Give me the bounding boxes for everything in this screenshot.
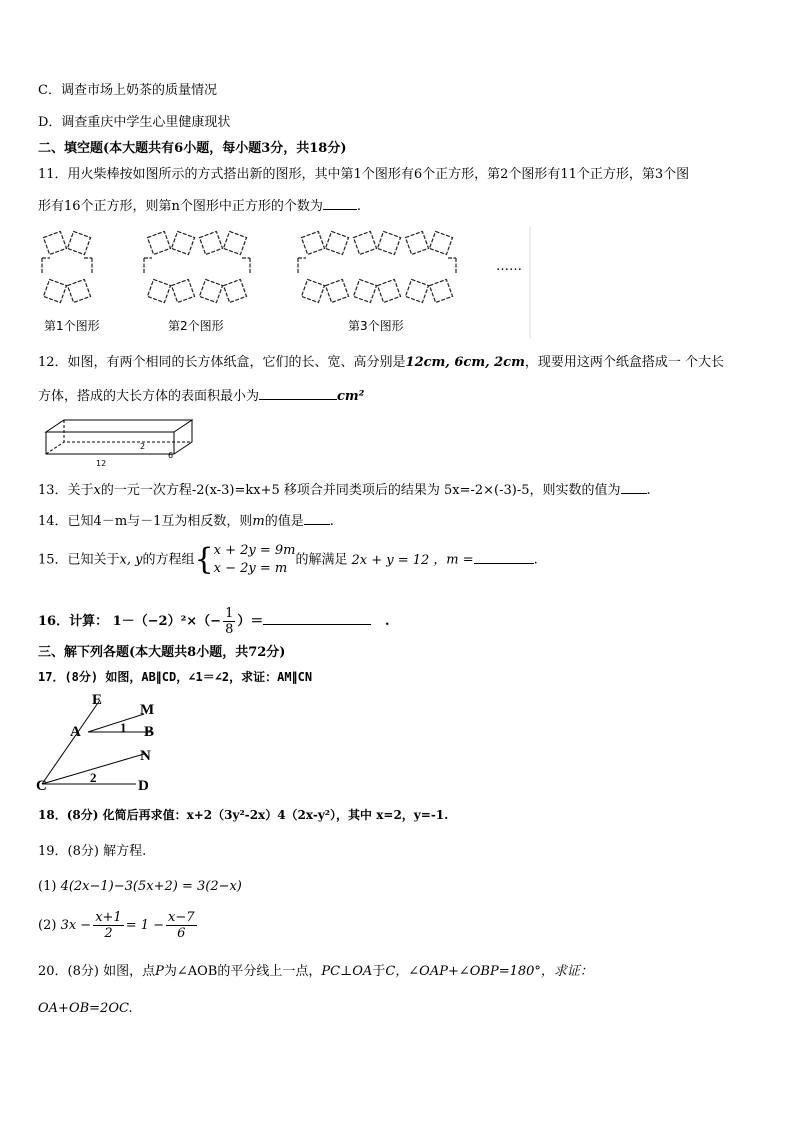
q19-f2-den: 6 xyxy=(177,926,186,941)
q12-line2 xyxy=(38,386,364,406)
label-M: M xyxy=(140,702,155,718)
q20-text-d: ，∠OAP+∠OBP=180°，求证： xyxy=(395,964,593,979)
q20-perp: PC⊥OA xyxy=(321,964,373,979)
box-figure xyxy=(44,416,204,468)
box-width-label: 6 xyxy=(168,451,174,460)
q12-answer-blank[interactable] xyxy=(259,386,337,400)
q15-answer-blank[interactable] xyxy=(474,550,534,564)
matchstick-figures xyxy=(36,226,532,338)
q15-vars: x, y xyxy=(119,552,143,568)
q20-line1 xyxy=(38,963,593,981)
q15-text-b: 的方程组 xyxy=(142,552,195,568)
section2-header: 二、填空题(本大题共有6小题，每小题3分，共18分) xyxy=(38,141,347,156)
q12-text-b: ，现要用这两个纸盒搭成一 个大长 xyxy=(524,355,724,370)
q14 xyxy=(38,511,334,531)
box-height-label: 2 xyxy=(140,442,146,451)
q16 xyxy=(38,606,390,637)
q19-p1-eq: 4(2x−1)−3(5x+2) = 3(2−x) xyxy=(60,879,242,894)
q20-P: P xyxy=(155,964,164,979)
q11-line2 xyxy=(38,196,361,216)
label-E: E xyxy=(92,692,103,708)
q11-line1: 11．用火柴棒按如图所示的方式搭出新的图形，其中第1个图形有6个正方形，第2个图形有11个正方形，第3个图 xyxy=(38,167,690,182)
q19-p1-label: (1) xyxy=(38,879,57,894)
q16-end: . xyxy=(384,614,390,629)
q16-text-b: ）＝ xyxy=(237,614,264,629)
q13-end: . xyxy=(646,483,651,498)
q17-geometry-figure xyxy=(36,690,166,794)
label-1: 1 xyxy=(120,720,127,735)
q19-frac2 xyxy=(166,910,197,941)
q13-var: x xyxy=(93,483,101,498)
q17-text: 17．(8分) 如图，AB∥CD，∠1＝∠2，求证：AM∥CN xyxy=(38,670,313,684)
label-D: D xyxy=(138,778,149,794)
fig-label-3: 第3个图形 xyxy=(348,319,404,333)
q20-text-a: 20．(8分) 如图，点 xyxy=(38,964,156,979)
q15-brace: { xyxy=(194,542,214,577)
q15-text-d: ，m = xyxy=(433,552,474,568)
q12-line1 xyxy=(38,354,724,372)
option-d: D．调查重庆中学生心里健康现状 xyxy=(38,115,231,130)
q13-answer-blank[interactable] xyxy=(621,480,647,494)
q12-dims: 12cm, 6cm, 2cm xyxy=(405,355,525,370)
label-B: B xyxy=(144,724,155,740)
fig-label-2: 第2个图形 xyxy=(168,319,224,333)
q20-text-b: 为∠AOB的平分线上一点， xyxy=(163,964,322,979)
q19-p2-b: = 1 − xyxy=(125,918,165,933)
q11-end: . xyxy=(356,199,362,214)
q19-f1-den: 2 xyxy=(104,926,113,941)
q12-line2-text: 方体，搭成的大长方体的表面积最小为 xyxy=(38,389,260,404)
q16-den: 8 xyxy=(225,622,234,637)
ellipsis: …… xyxy=(496,259,522,274)
q20-text-c: 于 xyxy=(372,964,386,979)
q15-eq1: x + 2y = 9m xyxy=(213,543,296,558)
q15 xyxy=(38,542,538,578)
q20-C: C xyxy=(385,964,396,979)
q19-p2-label: (2) xyxy=(38,918,57,933)
q11-answer-blank[interactable] xyxy=(323,196,357,210)
q15-text-a: 15．已知关于 xyxy=(38,552,120,568)
q14-end: . xyxy=(329,514,334,529)
q16-answer-blank[interactable] xyxy=(263,611,371,625)
label-C: C xyxy=(36,778,47,794)
q13-text-a: 13．关于 xyxy=(38,483,94,498)
q19-p2-a: 3x − xyxy=(60,918,92,933)
q15-cond: 2x + y = 12 xyxy=(351,552,430,568)
q16-text-a: 16．计算： 1－（−2）²×（− xyxy=(38,614,222,629)
q16-num: 1 xyxy=(225,606,234,621)
q12-unit: cm² xyxy=(337,389,365,404)
q15-text-c: 的解满足 xyxy=(295,552,348,568)
q19-part2 xyxy=(38,910,199,941)
q15-system xyxy=(214,542,296,578)
q19-f2-num: x−7 xyxy=(168,910,195,925)
q19-frac1 xyxy=(93,910,124,941)
q12-text-a: 12．如图，有两个相同的长方体纸盒，它们的长、宽、高分别是 xyxy=(38,355,406,370)
figure-2 xyxy=(144,231,250,302)
label-A: A xyxy=(70,724,81,740)
label-2: 2 xyxy=(90,770,97,785)
q16-fraction xyxy=(223,606,235,637)
label-N: N xyxy=(140,748,151,764)
fig-label-1: 第1个图形 xyxy=(44,319,100,333)
figure-3 xyxy=(298,231,456,302)
q19-title: 19．(8分) 解方程. xyxy=(38,844,147,859)
q15-end: . xyxy=(533,552,538,568)
q18: 18．(8分) 化简后再求值：x+2（3y²-2x）4（2x-y²），其中 x=2，y=-1. xyxy=(38,808,449,822)
q13 xyxy=(38,480,651,500)
q11-line2-text: 形有16个正方形，则第n个图形中正方形的个数为 xyxy=(38,199,323,214)
q14-var: m xyxy=(252,514,265,529)
q20-line2: OA+OB=2OC. xyxy=(38,1001,133,1016)
section3-header: 三、解下列各题(本大题共8小题，共72分) xyxy=(38,645,286,660)
q19-f1-num: x+1 xyxy=(95,910,122,925)
q13-text-b: 的一元一次方程-2(x-3)=kx+5 移项合并同类项后的结果为 5x=-2×(-3)-5，则实数的值为 xyxy=(100,483,621,498)
q14-text-a: 14．已知4－m与－1互为相反数，则 xyxy=(38,514,253,529)
option-c: C．调查市场上奶茶的质量情况 xyxy=(38,83,217,98)
figure-1 xyxy=(42,231,92,302)
q19-part1 xyxy=(38,878,242,896)
q14-answer-blank[interactable] xyxy=(304,511,330,525)
q14-text-b: 的值是 xyxy=(264,514,304,529)
box-length-label: 12 xyxy=(96,459,107,468)
q15-eq2: x − 2y = m xyxy=(213,561,288,576)
